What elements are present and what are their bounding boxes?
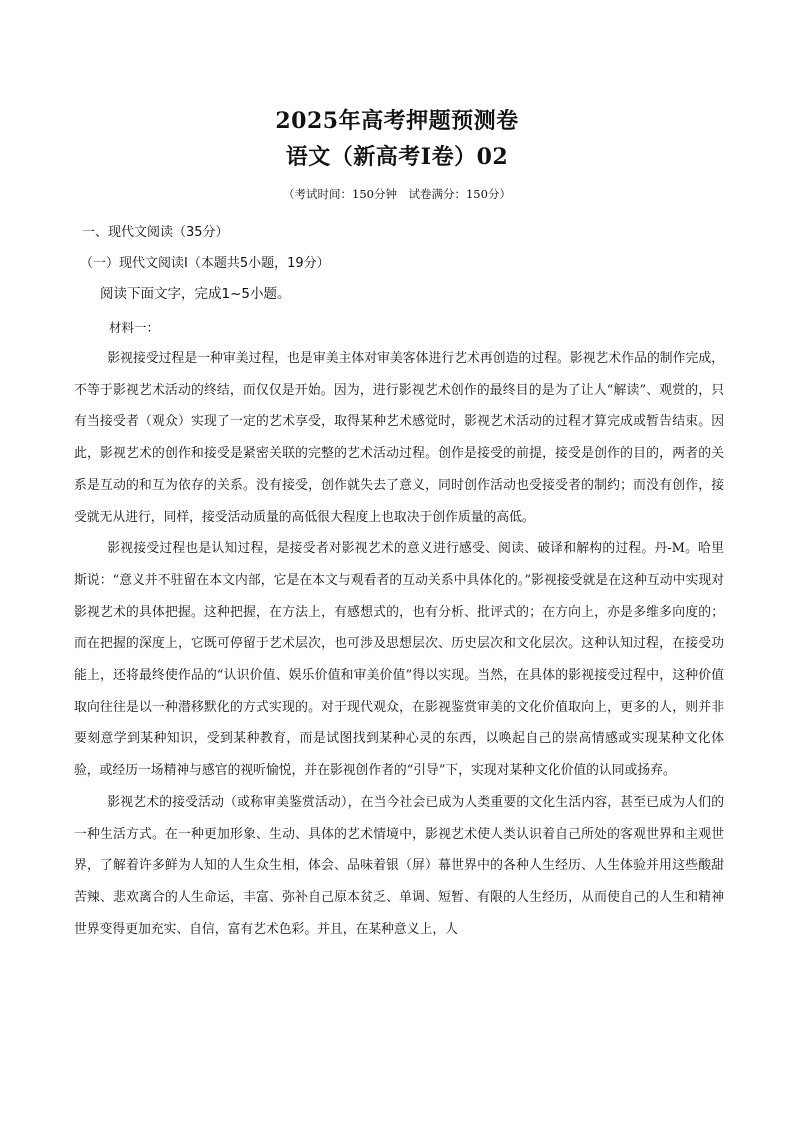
reading-instruction: 阅读下面文字，完成1~5小题。 xyxy=(100,286,291,302)
section-heading: 一、现代文阅读（35分） xyxy=(82,225,229,240)
article-body xyxy=(74,343,724,945)
material-label: 材料一： xyxy=(109,320,160,335)
paragraph-3: 影视艺术的接受活动（或称审美鉴赏活动），在当今社会已成为人类重要的文化生活内容，甚至已成为人们的一种生活方式。在一种更加形象、生动、具体的艺术情境中，影视艺术使人类认识着自己所处的客观世界和主观世界，了解着许多鲜为人知的人生众生相，体会、品味着银（屏）幕世界中的各种人生经历、人生体验并用这些酸甜苦辣、悲欢离合的人生命运，丰富、弥补自己原本贫乏、单调、短暂、有限的人生经历，从而使自己的人生和精神世界变得更加充实、自信，富有艺术色彩。并且，在某种意义上，人 xyxy=(74,794,724,937)
paragraph-1: 影视接受过程是一种审美过程，也是审美主体对审美客体进行艺术再创造的过程。影视艺术作品的制作完成，不等于影视艺术活动的终结，而仅仅是开始。因为，进行影视艺术创作的最终目的是为了让人“解读”、观赏的，只有当接受者（观众）实现了一定的艺术享受，取得某种艺术感觉时，影视艺术活动的过程才算完成或暂告结束。因此，影视艺术的创作和接受是紧密关联的完整的艺术活动过程。创作是接受的前提，接受是创作的目的，两者的关系是互动的和互为依存的关系。没有接受，创作就失去了意义，同时创作活动也受接受者的制约；而没有创作，接受就无从进行，同样，接受活动质量的高低很大程度上也取决于创作质量的高低。 xyxy=(74,351,724,525)
exam-subtitle: 语文（新高考Ⅰ卷）02 xyxy=(285,144,509,170)
exam-info: （考试时间：150分钟 试卷满分：150分） xyxy=(283,187,511,201)
paragraph-2: 影视接受过程也是认知过程，是接受者对影视艺术的意义进行感受、阅读、破译和解构的过程。丹-M。哈里斯说：“意义并不驻留在本文内部，它是在本文与观看者的互动关系中具体化的。”影视接受就是在这种互动中实现对影视艺术的具体把握。这种把握，在方法上，有感想式的，也有分析、批评式的；在方向上，亦是多维多向度的；而在把握的深度上，它既可停留于艺术层次，也可涉及思想层次、历史层次和文化层次。这种认知过程，在接受功能上，还将最终使作品的“认识价值、娱乐价值和审美价值”得以实现。当然，在具体的影视接受过程中，这种价值取向往往是以一种潜移默化的方式实现的。对于现代观众，在影视鉴赏审美的文化价值取向上，更多的人，则并非要刻意学到某种知识，受到某种教育，而是试图找到某种心灵的东西，以唤起自己的崇高情感或实现某种文化体验，或经历一场精神与感官的视听愉悦，并在影视创作者的“引导”下，实现对某种文化价值的认同或扬弃。 xyxy=(74,541,724,779)
exam-title: 2025年高考押题预测卷 xyxy=(275,108,519,134)
subsection-heading: （一）现代文阅读Ⅰ（本题共5小题，19分） xyxy=(80,256,330,271)
